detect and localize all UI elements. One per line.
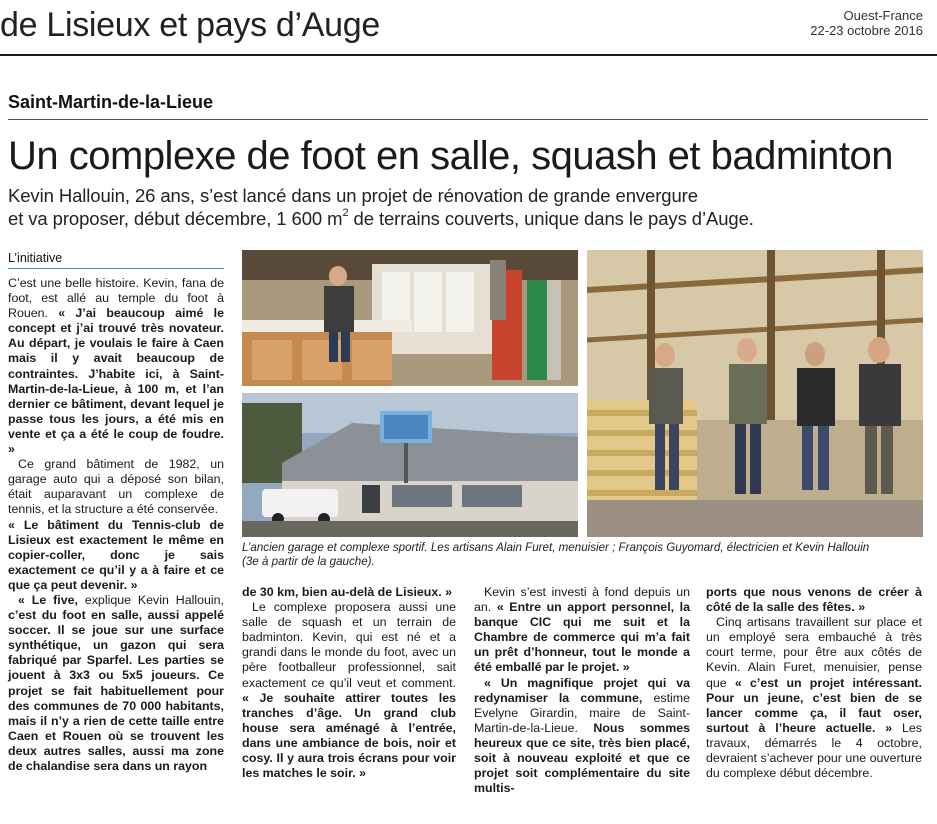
- text-run: estime Evelyne Girardin, maire de Saint-Martin-de-la-Lieue.: [474, 690, 690, 735]
- paragraph: [706, 585, 922, 615]
- article-lede-line2: [8, 208, 754, 230]
- publication-date: 22-23 octobre 2016: [810, 23, 923, 38]
- quote-run: « Entre un apport personnel, la banque CIC qui me suit et la Chambre de commerce qui m’a fait un prêt d’honneur, tout le monde a été emballé par le projet. »: [474, 600, 691, 675]
- photo-interior-counter: [242, 250, 578, 386]
- article-column-1: [8, 276, 224, 774]
- quote-run: « c’est un projet intéressant. Pour un jeune, c’est bien de se lancer comme ça, il faut oser, surtout à l’heure actuelle. »: [706, 675, 922, 735]
- text-run: Kevin s’est investi à fond depuis un an.: [474, 585, 690, 615]
- publication-info: [810, 8, 923, 38]
- paragraph: [474, 585, 690, 676]
- quote-run: « Un magnifique projet qui va redynamiser la commune,: [474, 675, 690, 705]
- article-column-2: [242, 585, 456, 781]
- paragraph: [474, 676, 690, 797]
- photo-building-illustration: [242, 393, 578, 537]
- article-column-3: [474, 585, 690, 796]
- text-run: Les travaux, démarrés le 4 octobre, devraient s’achever pour une ouverture du complexe début décembre.: [706, 720, 923, 781]
- paragraph: [242, 600, 456, 781]
- page-header-title: de Lisieux et pays d’Auge: [0, 6, 380, 44]
- lede-text: et va proposer, début décembre, 1 600 m: [8, 208, 343, 229]
- quote-run: « Je souhaite attirer toutes les tranches d’âge. Un grand club house sera aménagé à l’entrée, dans une ambiance de bois, noir et cosy. Il y aura trois écrans pour voir les matches le soir. »: [242, 690, 456, 781]
- quote-run: « Le five,: [18, 592, 85, 607]
- text-run: Cinq artisans travaillent sur place et un employé sera embauché à très court terme, pour être aux côtés de Kevin. Alain Furet, menuisier, pense que: [706, 615, 922, 690]
- article-lede-line1: Kevin Hallouin, 26 ans, s’est lancé dans un projet de rénovation de grande envergure: [8, 185, 698, 206]
- photo-building-exterior: [242, 393, 578, 537]
- lede-text-tail: de terrains couverts, unique dans le pays d’Auge.: [348, 208, 754, 229]
- section-label: Saint-Martin-de-la-Lieue: [8, 92, 214, 112]
- paragraph: [242, 585, 456, 600]
- photo-interior-illustration: [242, 250, 578, 386]
- text-run: explique Kevin Hallouin,: [84, 592, 224, 607]
- photo-artisans-group: [587, 250, 923, 537]
- quote-run: c’est du foot en salle, aussi appelé soccer. Il se joue sur une surface synthétique, un gazon qui sera fabriqué par Sparfel. Les parties se jouent à 3x3 ou 5x5 joueurs. Ce projet se fait habituellement pour des communes de 70 000 habitants, mais il n’y a rien de cette taille entre Caen et Rouen où se trouvent les deux autres salles, aussi ma zone de chalandise sera dans un rayon: [8, 608, 224, 773]
- caption-sub: (3e à partir de la gauche).: [242, 555, 375, 568]
- article-kicker: L’initiative: [8, 251, 224, 269]
- paragraph: [706, 615, 922, 781]
- header-rule: [0, 54, 937, 56]
- text-run: C’est une belle histoire. Kevin, fana de foot, est allé au temple du foot à Rouen.: [8, 276, 224, 321]
- article-headline: Un complexe de foot en salle, squash et badminton: [8, 134, 893, 178]
- quote-run: « Le bâtiment du Tennis-club de Lisieux est exactement le même en copier-coller, donc je sais exactement ce qu’il y a à faire et ce que ça peut devenir. »: [8, 517, 224, 592]
- text-run: Le complexe proposera aussi une salle de squash et un terrain de badminton. Kevin, qui est né et a grandi dans le monde du foot, avec un père footballeur professionnel, sait exactement ce qu’il veut et comment.: [242, 600, 456, 690]
- quote-run: ports que nous venons de créer à côté de la salle des fêtes. »: [706, 585, 922, 615]
- caption-main: L’ancien garage et complexe sportif. Les artisans Alain Furet, menuisier ; François Guyomard, électricien et Kevin Hallouin: [242, 541, 870, 554]
- article-column-4: [706, 585, 922, 781]
- paragraph: Ce grand bâtiment de 1982, un garage auto qui a déposé son bilan, était auparavant un complexe de tennis, et la structure a été conservée.: [8, 457, 224, 517]
- photo-caption: [242, 541, 932, 569]
- lede-superscript: 2: [342, 206, 349, 219]
- quote-run: de 30 km, bien au-delà de Lisieux. »: [242, 585, 453, 599]
- publication-name: Ouest-France: [843, 8, 923, 23]
- paragraph: [8, 593, 224, 774]
- photo-artisans-illustration: [587, 250, 923, 537]
- quote-run: « J’ai beaucoup aimé le concept et j’ai trouvé très novateur. Au départ, je voulais le faire à Caen mais il y avait beaucoup de contraintes. J’habite ici, à Saint-Martin-de-la-Lieue, à 100 m, et l’an dernier ce bâtiment, devant lequel je passe tous les jours, a été mis en vente et ça a été le coup de foudre. »: [8, 306, 224, 457]
- paragraph: [8, 518, 224, 593]
- paragraph: [8, 276, 224, 457]
- quote-run: Nous sommes heureux que ce site, très bien placé, soit à nouveau exploité et que ce projet soit complémentaire du site multis-: [474, 720, 691, 796]
- section-rule: [8, 119, 928, 120]
